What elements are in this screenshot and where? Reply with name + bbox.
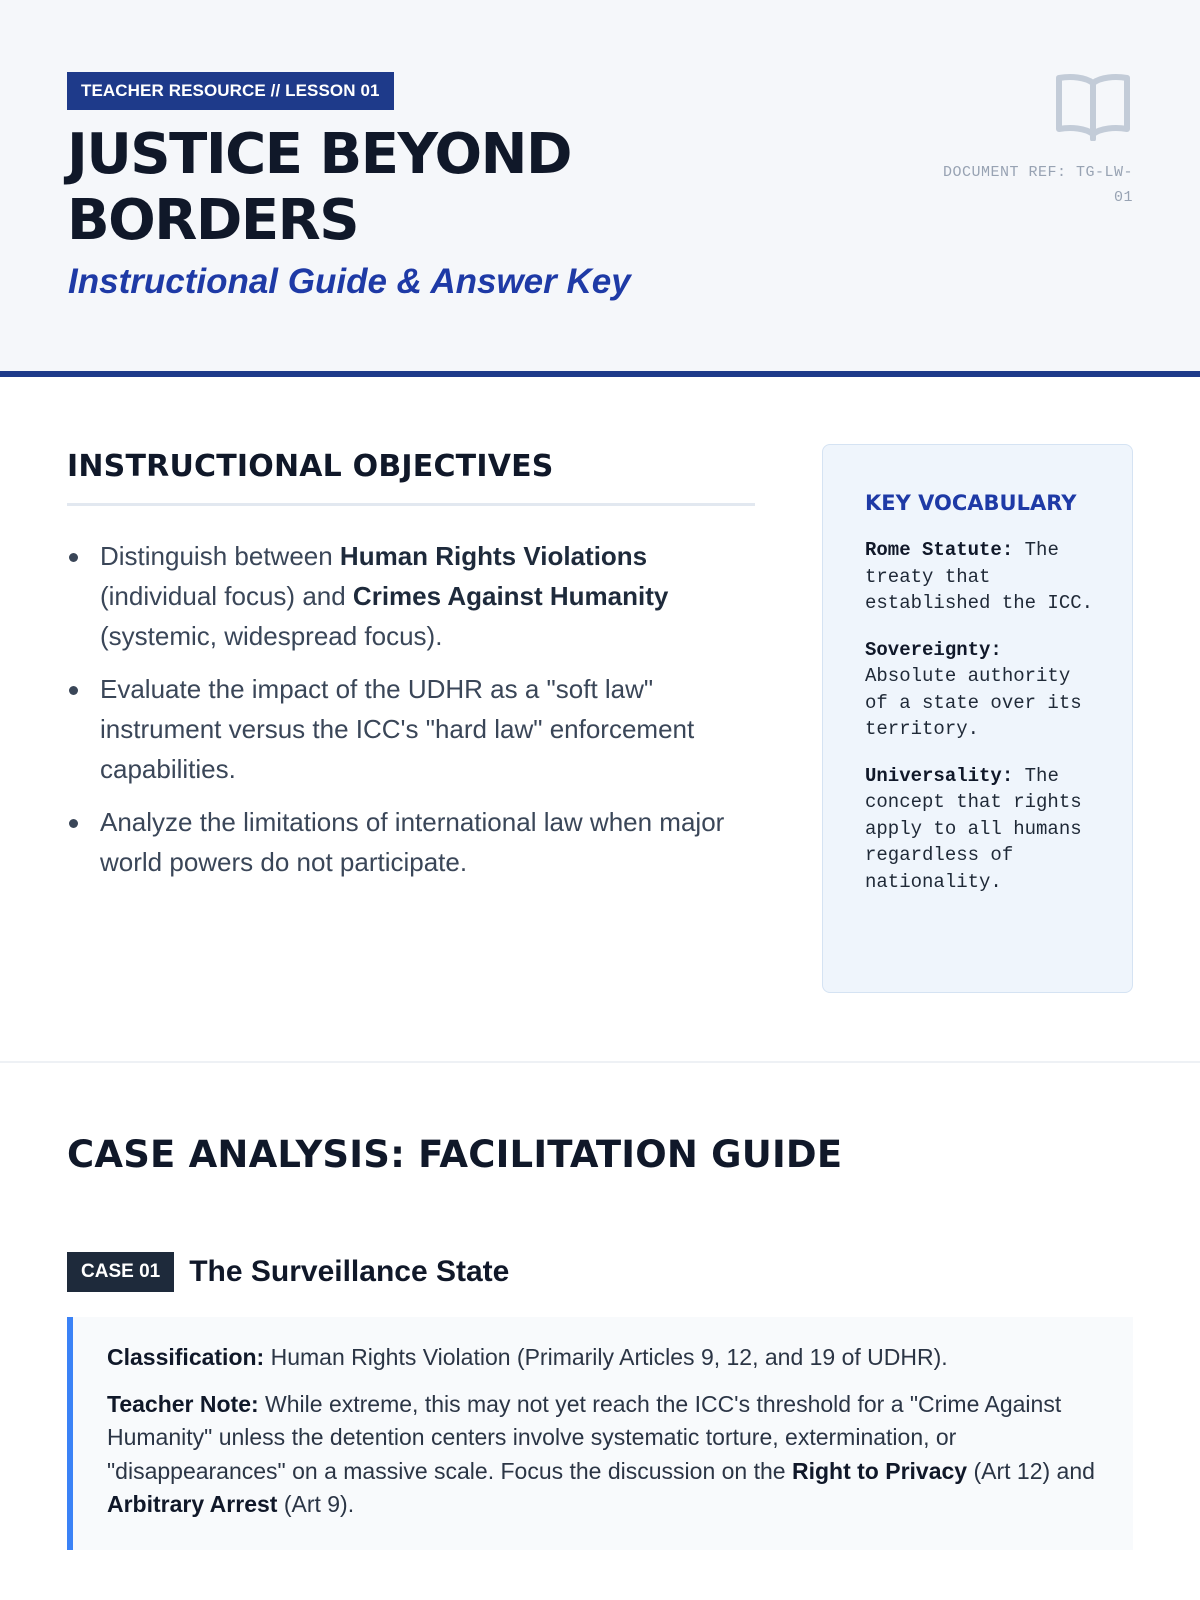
case-title: The Surveillance State xyxy=(189,1255,510,1288)
objective-term: Crimes Against Humanity xyxy=(352,581,669,611)
vocabulary-heading: KEY VOCABULARY xyxy=(865,491,1077,515)
vocabulary-definition: Absolute authority of a state over its territory. xyxy=(865,665,1082,740)
objective-item: Analyze the limitations of international law when major world powers do not participate. xyxy=(67,802,755,882)
vocabulary-term: Sovereignty: xyxy=(865,638,1002,661)
lesson-badge: TEACHER RESOURCE // LESSON 01 xyxy=(67,72,394,110)
title-line-2: BORDERS xyxy=(67,188,359,253)
teacher-note-term: Right to Privacy xyxy=(791,1457,968,1484)
classification-text: Human Rights Violation (Primarily Articles 9, 12, and 19 of UDHR). xyxy=(264,1344,948,1370)
case-number-tag: CASE 01 xyxy=(67,1252,174,1292)
section-divider xyxy=(0,1061,1200,1063)
book-open-icon xyxy=(1055,71,1131,141)
vocabulary-term: Universality: xyxy=(865,764,1014,787)
instructional-objectives xyxy=(67,445,755,895)
case-note-box xyxy=(67,1317,1133,1550)
objective-item: Evaluate the impact of the UDHR as a "soft law" instrument versus the ICC's "hard law" enforcement capabilities. xyxy=(67,669,755,789)
teacher-note-label: Teacher Note: xyxy=(107,1390,259,1417)
objective-text: (systemic, widespread focus). xyxy=(100,621,443,651)
objective-text: Distinguish between xyxy=(100,541,340,571)
vocabulary-item xyxy=(865,763,1102,896)
teacher-note-term: Arbitrary Arrest xyxy=(107,1491,278,1517)
teacher-note-text: While extreme, this may not yet reach the ICC's threshold for a "Crime Against Humanity" unless the detention centers involve systematic torture, extermination, or "disappearances" on a massive scale. Focus the discussion on the xyxy=(107,1390,1062,1484)
vocabulary-item xyxy=(865,637,1102,743)
teacher-note xyxy=(107,1388,1103,1522)
key-vocabulary-box xyxy=(822,444,1133,993)
objective-text: (individual focus) and xyxy=(100,581,353,611)
teacher-note-text: (Art 12) and xyxy=(967,1457,1095,1484)
title-line-1: JUSTICE BEYOND xyxy=(67,122,571,187)
case-header xyxy=(67,1252,509,1292)
case-classification xyxy=(107,1341,1103,1375)
case-analysis-heading: CASE ANALYSIS: FACILITATION GUIDE xyxy=(67,1133,843,1176)
case-analysis-section xyxy=(67,1127,1133,1517)
teacher-note-text: (Art 9). xyxy=(277,1491,355,1517)
page-subtitle: Instructional Guide & Answer Key xyxy=(68,262,631,301)
doc-ref-line-1: DOCUMENT REF: TG-LW- xyxy=(942,164,1133,181)
vocabulary-term: Rome Statute: xyxy=(865,539,1014,561)
vocabulary-definition: The concept that rights apply to all humans regardless of nationality. xyxy=(865,764,1082,893)
page-header xyxy=(0,0,1200,377)
doc-ref-line-2: 01 xyxy=(1113,189,1133,206)
objective-item xyxy=(67,536,755,656)
vocabulary-definition: The treaty that established the ICC. xyxy=(865,539,1094,614)
classification-label: Classification: xyxy=(107,1344,265,1370)
page-title xyxy=(67,122,767,254)
document-reference xyxy=(913,160,1133,210)
objectives-heading: INSTRUCTIONAL OBJECTIVES xyxy=(67,445,755,506)
objectives-list xyxy=(67,536,755,882)
objective-term: Human Rights Violations xyxy=(339,541,648,571)
vocabulary-item xyxy=(865,537,1102,617)
